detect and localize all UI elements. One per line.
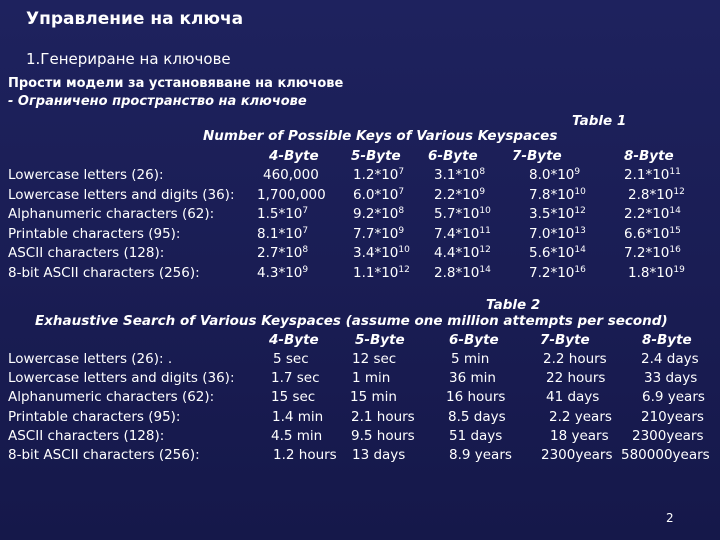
cell-base: 460,000	[263, 167, 319, 183]
table1-title: Number of Possible Keys of Various Keyspaces	[203, 128, 558, 144]
table2-row-label: ASCII characters (128):	[8, 427, 165, 444]
table2-row-label: Lowercase letters (26): .	[8, 351, 173, 367]
note-simple-models: Прости модели за установяване на ключове	[8, 76, 344, 91]
slide-title: Управление на ключа	[26, 9, 244, 29]
table2-cell: 33 days	[644, 370, 698, 387]
cell-base: 4.3*10	[257, 264, 303, 281]
cell-base: 1,700,000	[257, 186, 326, 203]
cell-exponent: 12	[574, 206, 586, 216]
cell-exponent: 8	[479, 167, 486, 177]
table2-cell: 15 sec	[271, 389, 316, 406]
table2-cell: 6.9 years	[642, 389, 705, 406]
table2-header-4: 7-Byte	[540, 332, 590, 348]
cell-exponent: 14	[479, 264, 491, 275]
table2-header-3: 6-Byte	[449, 332, 499, 348]
cell-base: 2.8*10	[628, 186, 674, 203]
table2-cell: 4.5 min	[271, 427, 323, 444]
cell-base: 3.1*10	[434, 167, 480, 183]
cell-exponent: 7	[398, 167, 405, 177]
cell-base: 1.8*10	[628, 264, 674, 281]
cell-exponent: 11	[669, 167, 681, 177]
cell-exponent: 7	[302, 206, 309, 216]
table2-cell: 22 hours	[546, 370, 606, 387]
table2-cell: 1.7 sec	[271, 370, 320, 387]
table2-cell: 5 min	[451, 351, 490, 367]
table2-cell: 13 days	[352, 447, 406, 463]
cell-base: 7.7*10	[353, 225, 399, 242]
table2-cell: 36 min	[449, 370, 496, 387]
cell-exponent: 9	[574, 167, 581, 177]
cell-base: 7.2*10	[624, 245, 670, 261]
table2-cell: 8.9 years	[449, 447, 512, 463]
table2-row-label: 8-bit ASCII characters (256):	[8, 447, 200, 463]
table2-header-5: 8-Byte	[642, 332, 692, 348]
cell-base: 7.2*10	[529, 264, 575, 281]
table2-cell: 1 min	[352, 370, 391, 387]
table2-cell: 2.2 hours	[543, 351, 607, 367]
table1-row-label: Printable characters (95):	[8, 225, 181, 242]
table2-cell: 2.4 days	[641, 351, 699, 367]
cell-exponent: 10	[398, 245, 410, 255]
table1-row-label: 8-bit ASCII characters (256):	[8, 264, 200, 281]
cell-exponent: 10	[574, 186, 586, 197]
table2-cell: 580000years	[621, 447, 710, 463]
table2-header-1: 4-Byte	[269, 332, 319, 348]
cell-exponent: 12	[673, 186, 685, 197]
cell-exponent: 12	[398, 264, 410, 275]
table2-label: Table 2	[486, 297, 541, 313]
cell-exponent: 16	[574, 264, 586, 275]
note-limited-keyspace: - Ограничено пространство на ключове	[8, 94, 307, 109]
cell-exponent: 13	[574, 225, 586, 236]
table2-row-label: Lowercase letters and digits (36):	[8, 370, 235, 387]
table2-row-label: Printable characters (95):	[8, 408, 181, 425]
table1-row-label: Lowercase letters and digits (36):	[8, 186, 235, 203]
table2-cell: 16 hours	[446, 389, 506, 406]
cell-base: 6.6*10	[624, 225, 670, 242]
table2-header-2: 5-Byte	[355, 332, 405, 348]
cell-exponent: 9	[302, 264, 309, 275]
table1-header-3: 6-Byte	[428, 148, 478, 164]
cell-exponent: 11	[479, 225, 491, 236]
cell-base: 5.7*10	[434, 206, 480, 222]
cell-base: 4.4*10	[434, 245, 480, 261]
table2-cell: 2300years	[632, 427, 704, 444]
cell-base: 7.4*10	[434, 225, 480, 242]
table2-cell: 2.1 hours	[351, 408, 415, 425]
cell-base: 9.2*10	[353, 206, 399, 222]
cell-exponent: 14	[574, 245, 586, 255]
cell-base: 3.4*10	[353, 245, 399, 261]
table1-header-1: 4-Byte	[269, 148, 319, 164]
cell-base: 2.8*10	[434, 264, 480, 281]
cell-base: 2.2*10	[434, 186, 480, 203]
cell-exponent: 9	[479, 186, 486, 197]
cell-base: 1.2*10	[353, 167, 399, 183]
table2-cell: 9.5 hours	[351, 427, 415, 444]
cell-base: 3.5*10	[529, 206, 575, 222]
table2-title: Exhaustive Search of Various Keyspaces (assume one million attempts per second)	[35, 313, 668, 329]
table2-cell: 1.4 min	[272, 408, 324, 425]
cell-exponent: 8	[302, 245, 309, 255]
table2-cell: 2300years	[541, 447, 613, 463]
bullet-key-generation: 1.Генериране на ключове	[26, 50, 231, 68]
table1-row-label: ASCII characters (128):	[8, 245, 165, 261]
table1-header-5: 8-Byte	[624, 148, 674, 164]
table2-cell: 5 sec	[273, 351, 309, 367]
cell-base: 8.1*10	[257, 225, 303, 242]
cell-exponent: 15	[669, 225, 681, 236]
table2-cell: 51 days	[449, 427, 503, 444]
cell-base: 7.0*10	[529, 225, 575, 242]
table2-cell: 8.5 days	[448, 408, 506, 425]
cell-base: 2.1*10	[624, 167, 670, 183]
cell-exponent: 7	[302, 225, 309, 236]
table2-cell: 2.2 years	[549, 408, 612, 425]
cell-base: 1.5*10	[257, 206, 303, 222]
cell-exponent: 10	[479, 206, 491, 216]
cell-base: 7.8*10	[529, 186, 575, 203]
cell-exponent: 19	[673, 264, 685, 275]
cell-exponent: 9	[398, 225, 405, 236]
table2-cell: 1.2 hours	[273, 447, 337, 463]
table2-cell: 41 days	[546, 389, 600, 406]
table2-cell: 12 sec	[352, 351, 397, 367]
table2-cell: 15 min	[350, 389, 397, 406]
cell-base: 1.1*10	[353, 264, 399, 281]
cell-base: 5.6*10	[529, 245, 575, 261]
cell-base: 6.0*10	[353, 186, 399, 203]
cell-base: 2.7*10	[257, 245, 303, 261]
table1-header-2: 5-Byte	[351, 148, 401, 164]
table1-label: Table 1	[572, 113, 627, 129]
table2-cell: 18 years	[550, 427, 609, 444]
cell-exponent: 16	[669, 245, 681, 255]
page-number: 2	[666, 511, 674, 525]
cell-base: 8.0*10	[529, 167, 575, 183]
table1-header-4: 7-Byte	[512, 148, 562, 164]
table1-row-label: Lowercase letters (26):	[8, 167, 164, 183]
cell-exponent: 7	[398, 186, 405, 197]
cell-exponent: 8	[398, 206, 405, 216]
cell-exponent: 12	[479, 245, 491, 255]
cell-base: 2.2*10	[624, 206, 670, 222]
table1-row-label: Alphanumeric characters (62):	[8, 206, 215, 222]
table2-row-label: Alphanumeric characters (62):	[8, 389, 215, 406]
table2-cell: 210years	[641, 408, 704, 425]
cell-exponent: 14	[669, 206, 681, 216]
